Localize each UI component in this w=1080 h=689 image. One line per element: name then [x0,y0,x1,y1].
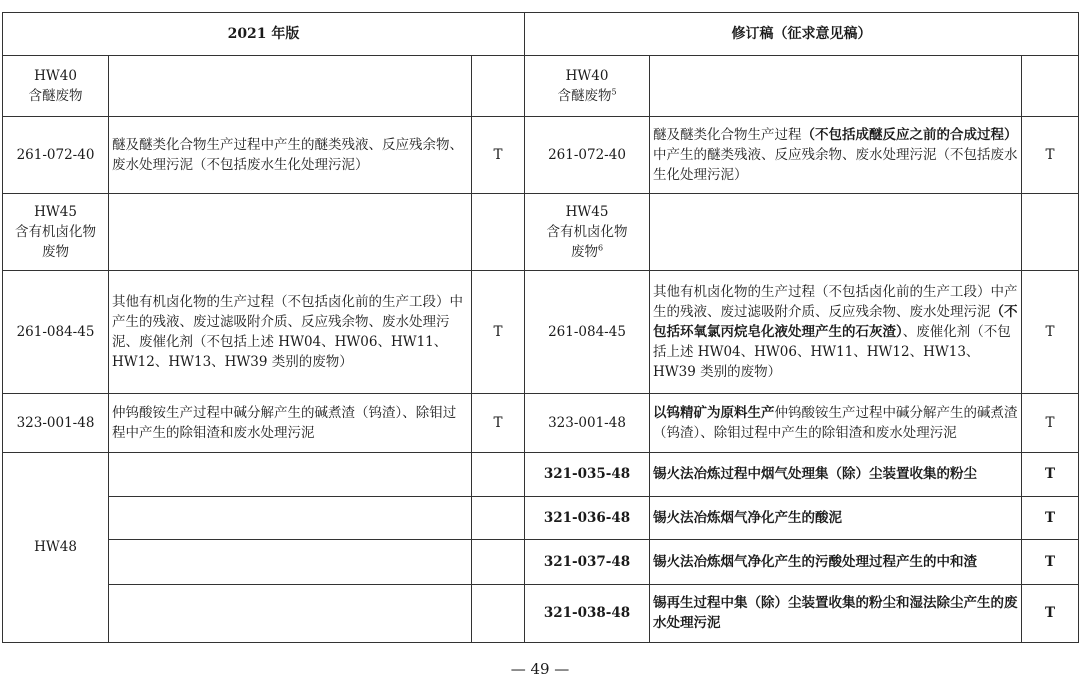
right-desc: 锡火法冶炼过程中烟气处理集（除）尘装置收集的粉尘 [650,452,1022,496]
left-t [472,540,525,584]
right-desc: 以钨精矿为原料生产仲钨酸铵生产过程中碱分解产生的碱煮渣（钨渣）、除钼过程中产生的除钼渣和废水处理污泥 [650,394,1022,452]
waste-catalog-table [2,12,1079,643]
right-t: T [1022,540,1079,584]
left-category: HW40 含醚废物 [3,56,109,116]
table-row [3,56,1079,116]
table-row [3,452,1079,496]
table-row [3,394,1079,452]
right-desc: 其他有机卤化物的生产过程（不包括卤化前的生产工段）中产生的残液、废过滤吸附介质、反应残余物、废水处理污泥（不包括环氧氯丙烷皂化液处理产生的石灰渣）、废催化剂（不包括上述 HW04、HW06、HW11、HW12、HW13、HW39 类别的废物） [650,270,1022,394]
right-code: 321-037-48 [525,540,650,584]
left-desc [109,584,472,642]
left-t [472,497,525,540]
right-code: 321-035-48 [525,452,650,496]
left-t: T [472,394,525,452]
table-row [3,194,1079,270]
right-code: 323-001-48 [525,394,650,452]
table-row [3,540,1079,584]
left-desc [109,540,472,584]
left-desc: 醚及醚类化合物生产过程中产生的醚类残液、反应残余物、废水处理污泥（不包括废水生化处理污泥） [109,116,472,193]
page-number: — 49 — [510,660,570,678]
left-code: 323-001-48 [3,394,109,452]
right-desc: 醚及醚类化合物生产过程（不包括成醚反应之前的合成过程）中产生的醚类残液、反应残余物、废水处理污泥（不包括废水生化处理污泥） [650,116,1022,193]
left-desc: 其他有机卤化物的生产过程（不包括卤化前的生产工段）中产生的残液、废过滤吸附介质、反应残余物、废水处理污泥、废催化剂（不包括上述 HW04、HW06、HW11、HW12、HW13、HW39 类别的废物） [109,270,472,394]
left-code: 261-072-40 [3,116,109,193]
right-t: T [1022,394,1079,452]
table-row [3,270,1079,394]
left-desc [109,497,472,540]
left-category: HW45 含有机卤化物 废物 [3,194,109,270]
right-code: 321-036-48 [525,497,650,540]
right-t: T [1022,452,1079,496]
left-t [472,584,525,642]
left-t: T [472,116,525,193]
left-desc [109,452,472,496]
footnote-marker: 6 [597,243,604,253]
left-desc [109,56,472,116]
right-code: 261-084-45 [525,270,650,394]
right-desc: 锡再生过程中集（除）尘装置收集的粉尘和湿法除尘产生的废水处理污泥 [650,584,1022,642]
footnote-marker: 5 [611,87,617,97]
right-category: HW45 含有机卤化物 废物$^6$ [525,194,650,270]
left-code: 261-084-45 [3,270,109,394]
right-t: T [1022,116,1079,193]
right-t: T [1022,497,1079,540]
right-t [1022,194,1079,270]
left-desc [109,194,472,270]
table-row [3,584,1079,642]
left-t [472,452,525,496]
right-desc: 锡火法冶炼烟气净化产生的酸泥 [650,497,1022,540]
right-t [1022,56,1079,116]
header-revision: 修订稿（征求意见稿） [525,13,1079,56]
right-t: T [1022,270,1079,394]
right-desc [650,56,1022,116]
right-desc: 锡火法冶炼烟气净化产生的污酸处理过程产生的中和渣 [650,540,1022,584]
header-row [3,13,1079,56]
right-t: T [1022,584,1079,642]
left-t: T [472,270,525,394]
right-code: 321-038-48 [525,584,650,642]
left-t [472,194,525,270]
left-desc: 仲钨酸铵生产过程中碱分解产生的碱煮渣（钨渣）、除钼过程中产生的除钼渣和废水处理污泥 [109,394,472,452]
hw48-category: HW48 [3,452,109,642]
header-2021: 2021 年版 [3,13,525,56]
table-row [3,497,1079,540]
right-desc [650,194,1022,270]
left-t [472,56,525,116]
right-code: 261-072-40 [525,116,650,193]
table-row [3,116,1079,193]
right-category: HW40 含醚废物$^5$ [525,56,650,116]
